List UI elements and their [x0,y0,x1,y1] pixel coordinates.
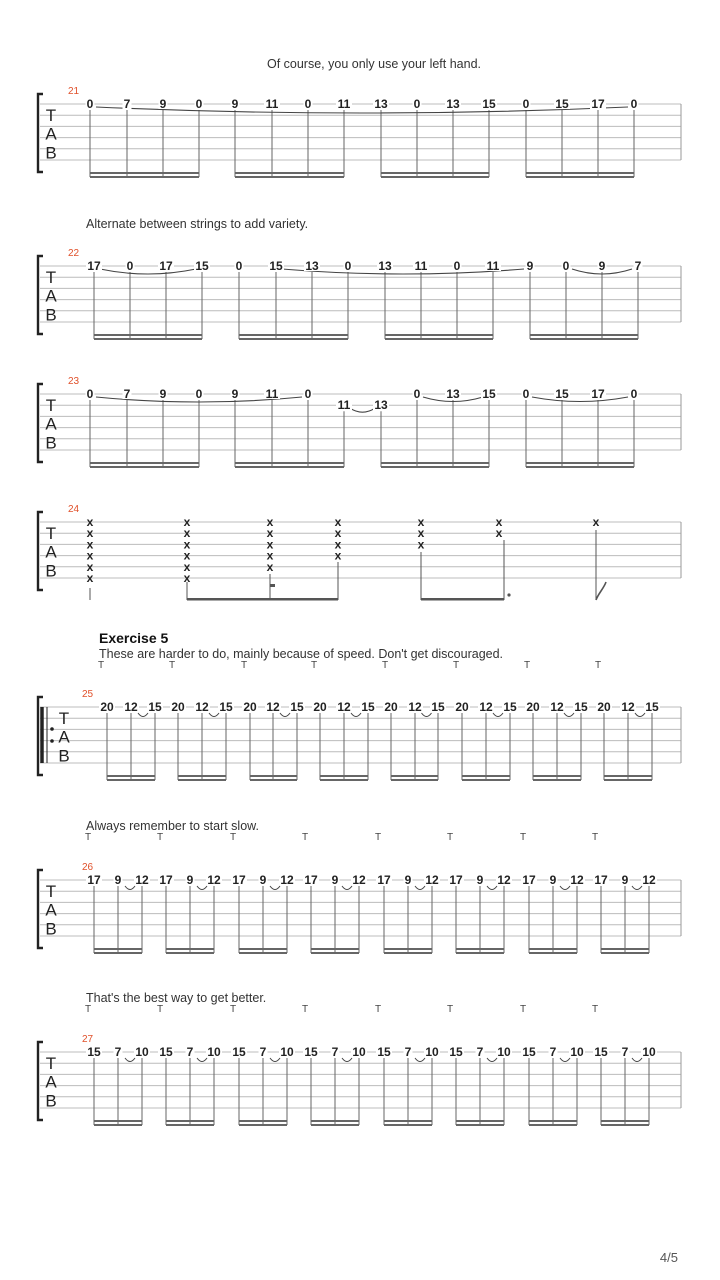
tap-mark: T [84,832,92,843]
fret-number: 17 [449,873,463,887]
fret-number: 15 [574,700,588,714]
annotation-text: Of course, you only use your left hand. [266,57,482,71]
fret-number: 0 [86,387,94,401]
tap-mark: T [446,832,454,843]
muted-note-x: x [417,526,425,541]
fret-number: 12 [337,700,351,714]
muted-note-x: x [334,537,342,552]
tab-clef-letter: T [45,268,57,287]
tab-clef-letter: B [45,143,57,163]
fret-number: 9 [598,259,606,273]
fret-number: 9 [404,873,412,887]
fret-number: 10 [642,1045,656,1059]
tap-mark: T [591,832,599,843]
fret-number: 12 [266,700,280,714]
fret-number: 9 [621,873,629,887]
fret-number: 0 [453,259,461,273]
measure-number: 26 [82,862,94,873]
fret-number: 7 [621,1045,629,1059]
muted-note-x: x [183,548,191,563]
tab-clef-letter: A [45,900,57,920]
fret-number: 0 [344,259,352,273]
fret-number: 20 [526,700,540,714]
fret-number: 9 [476,873,484,887]
annotation-text: Alternate between strings to add variety. [86,217,309,231]
tab-clef-letter: T [45,524,57,543]
fret-number: 0 [562,259,570,273]
fret-number: 9 [549,873,557,887]
muted-note-x: x [334,548,342,563]
fret-number: 20 [313,700,327,714]
muted-note-x: x [334,526,342,541]
tab-clef-letter: B [45,561,57,581]
fret-number: 10 [135,1045,149,1059]
fret-number: 13 [378,259,392,273]
fret-number: 12 [135,873,149,887]
tab-clef-letter: B [45,433,57,453]
tap-mark: T [229,1004,237,1015]
fret-number: 12 [280,873,294,887]
fret-number: 10 [497,1045,511,1059]
fret-number: 15 [232,1045,246,1059]
muted-note-x: x [266,515,274,529]
fret-number: 13 [374,97,388,111]
annotation-text: Always remember to start slow. [86,819,259,833]
fret-number: 13 [446,97,460,111]
fret-number: 10 [280,1045,294,1059]
fret-number: 0 [413,97,421,111]
measure-number: 21 [68,86,80,97]
tab-system [38,630,681,781]
fret-number: 9 [526,259,534,273]
fret-number: 7 [476,1045,484,1059]
fret-number: 15 [195,259,209,273]
fret-number: 12 [207,873,221,887]
tab-clef-letter: T [45,396,57,415]
tab-clef-letter: A [45,542,57,562]
fret-number: 7 [186,1045,194,1059]
tap-mark: T [452,660,460,671]
measure-number: 22 [68,248,80,259]
tab-system [38,504,681,601]
fret-number: 15 [594,1045,608,1059]
fret-number: 0 [195,387,203,401]
fret-number: 9 [159,97,167,111]
muted-note-x: x [592,515,600,529]
fret-number: 12 [195,700,209,714]
fret-number: 12 [425,873,439,887]
fret-number: 12 [550,700,564,714]
fret-number: 17 [591,387,605,401]
tab-clef-letter: B [45,1091,57,1111]
muted-note-x: x [417,515,425,529]
muted-note-x: x [183,526,191,541]
measure-number: 25 [82,689,94,700]
muted-note-x: x [183,537,191,552]
tab-clef-letter: T [45,882,57,901]
tap-mark: T [594,660,602,671]
fret-number: 7 [331,1045,339,1059]
fret-number: 17 [591,97,605,111]
fret-number: 20 [384,700,398,714]
fret-number: 0 [304,387,312,401]
fret-number: 0 [195,97,203,111]
fret-number: 15 [482,387,496,401]
fret-number: 10 [352,1045,366,1059]
fret-number: 0 [126,259,134,273]
muted-note-x: x [86,526,94,541]
fret-number: 17 [377,873,391,887]
tab-clef-letter: A [45,124,57,144]
fret-number: 0 [235,259,243,273]
tap-mark: T [310,660,318,671]
tab-clef-letter: A [45,286,57,306]
tap-mark: T [240,660,248,671]
fret-number: 13 [305,259,319,273]
muted-note-x: x [495,526,503,541]
fret-number: 12 [621,700,635,714]
muted-note-x: x [86,515,94,529]
fret-number: 15 [377,1045,391,1059]
fret-number: 10 [570,1045,584,1059]
muted-note-x: x [495,515,503,529]
fret-number: 7 [549,1045,557,1059]
fret-number: 17 [304,873,318,887]
tap-mark: T [381,660,389,671]
fret-number: 9 [231,387,239,401]
fret-number: 17 [87,873,101,887]
tab-clef-letter: T [45,1054,57,1073]
muted-note-x: x [86,537,94,552]
tab-clef-letter: A [58,727,70,747]
tap-mark: T [97,660,105,671]
fret-number: 0 [304,97,312,111]
tab-clef-letter: T [45,106,57,125]
fret-number: 17 [159,873,173,887]
fret-number: 7 [259,1045,267,1059]
muted-note-x: x [86,548,94,563]
fret-number: 0 [413,387,421,401]
tap-mark: T [168,660,176,671]
measure-number: 24 [68,504,80,515]
muted-note-x: x [183,559,191,574]
fret-number: 7 [634,259,642,273]
tap-mark: T [591,1004,599,1015]
tap-mark: T [301,1004,309,1015]
fret-number: 10 [425,1045,439,1059]
tab-clef-letter: T [58,709,70,728]
fret-number: 9 [114,873,122,887]
tap-mark: T [156,832,164,843]
fret-number: 9 [331,873,339,887]
fret-number: 20 [243,700,257,714]
fret-number: 9 [186,873,194,887]
tap-mark: T [446,1004,454,1015]
tap-mark: T [156,1004,164,1015]
muted-note-x: x [266,526,274,541]
muted-note-x: x [86,559,94,574]
fret-number: 15 [503,700,517,714]
tab-system [38,819,681,954]
fret-number: 11 [486,259,500,273]
fret-number: 15 [269,259,283,273]
fret-number: 15 [219,700,233,714]
fret-number: 13 [446,387,460,401]
muted-note-x: x [86,571,94,585]
measure-number: 23 [68,376,80,387]
muted-note-x: x [266,548,274,563]
fret-number: 15 [555,97,569,111]
muted-note-x: x [183,571,191,585]
fret-number: 0 [522,387,530,401]
fret-number: 12 [352,873,366,887]
muted-note-x: x [183,515,191,529]
fret-number: 12 [642,873,656,887]
fret-number: 0 [86,97,94,111]
tab-clef-letter: A [45,1072,57,1092]
fret-number: 7 [404,1045,412,1059]
tap-mark: T [519,1004,527,1015]
fret-number: 12 [570,873,584,887]
fret-number: 15 [304,1045,318,1059]
tab-clef-letter: B [45,919,57,939]
tap-mark: T [301,832,309,843]
fret-number: 15 [645,700,659,714]
muted-note-x: x [266,537,274,552]
fret-number: 9 [259,873,267,887]
fret-number: 17 [159,259,173,273]
fret-number: 12 [124,700,138,714]
tap-mark: T [374,1004,382,1015]
muted-note-x: x [417,537,425,552]
page-number: 4/5 [659,1250,678,1265]
fret-number: 17 [522,873,536,887]
tab-system [38,991,681,1126]
tab-clef-letter: B [58,746,70,766]
fret-number: 11 [265,97,279,111]
exercise-title: Exercise 5 [99,630,169,646]
fret-number: 17 [232,873,246,887]
fret-number: 20 [597,700,611,714]
fret-number: 12 [479,700,493,714]
fret-number: 15 [522,1045,536,1059]
fret-number: 15 [449,1045,463,1059]
tab-clef-letter: A [45,414,57,434]
fret-number: 15 [555,387,569,401]
annotation-text: These are harder to do, mainly because of speed. Don't get discouraged. [99,647,504,661]
fret-number: 9 [159,387,167,401]
fret-number: 12 [497,873,511,887]
tap-mark: T [229,832,237,843]
fret-number: 15 [290,700,304,714]
tab-system [38,57,681,178]
fret-number: 0 [630,97,638,111]
muted-note-x: x [334,515,342,529]
fret-number: 12 [408,700,422,714]
fret-number: 20 [100,700,114,714]
fret-number: 10 [207,1045,221,1059]
tap-mark: T [84,1004,92,1015]
fret-number: 15 [482,97,496,111]
tab-system [38,217,681,340]
fret-number: 20 [171,700,185,714]
fret-number: 9 [231,97,239,111]
fret-number: 7 [114,1045,122,1059]
fret-number: 15 [159,1045,173,1059]
tap-mark: T [519,832,527,843]
fret-number: 11 [337,97,351,111]
fret-number: 15 [87,1045,101,1059]
fret-number: 17 [87,259,101,273]
annotation-text: That's the best way to get better. [86,991,267,1005]
fret-number: 15 [431,700,445,714]
fret-number: 11 [265,387,279,401]
fret-number: 13 [374,398,388,413]
tap-mark: T [523,660,531,671]
fret-number: 11 [337,398,351,413]
measure-number: 27 [82,1034,94,1045]
fret-number: 0 [522,97,530,111]
muted-note-x: x [266,559,274,574]
fret-number: 7 [123,97,131,111]
tap-mark: T [374,832,382,843]
fret-number: 17 [594,873,608,887]
fret-number: 11 [414,259,428,273]
tab-clef-letter: B [45,305,57,325]
fret-number: 15 [148,700,162,714]
fret-number: 15 [361,700,375,714]
fret-number: 0 [630,387,638,401]
tab-system [38,376,681,468]
fret-number: 7 [123,387,131,401]
fret-number: 20 [455,700,469,714]
